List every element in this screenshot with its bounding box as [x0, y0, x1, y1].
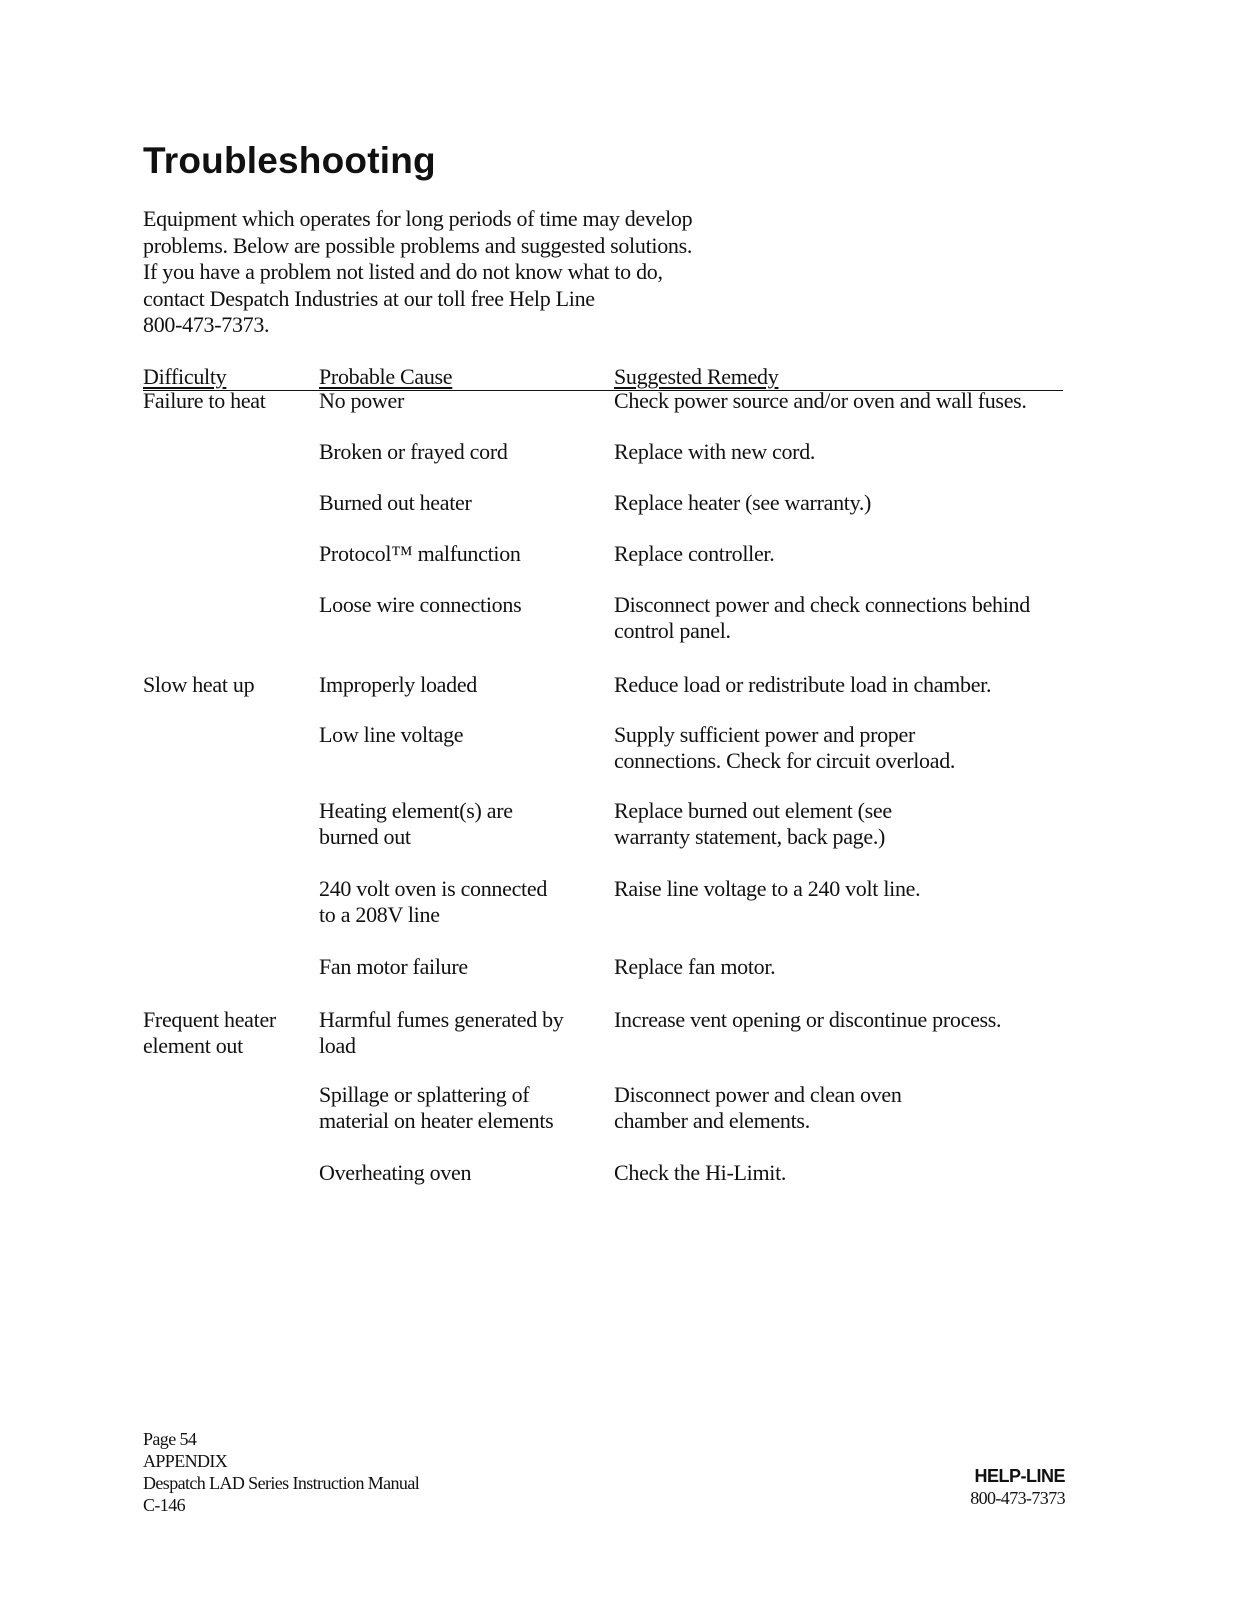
cause-cell: 240 volt oven is connected to a 208V line — [319, 876, 548, 927]
cause-cell: Burned out heater — [319, 490, 472, 515]
remedy-cell: Supply sufficient power and proper connections. Check for circuit overload. — [614, 722, 956, 773]
remedy-cell: Disconnect power and check connections behind control panel. — [614, 592, 1030, 643]
remedy-cell: Replace controller. — [614, 541, 775, 566]
cause-cell: Harmful fumes generated by load — [319, 1007, 564, 1058]
difficulty-cell: Failure to heat — [143, 388, 266, 413]
remedy-cell: Reduce load or redistribute load in chamber. — [614, 672, 992, 697]
header-difficulty: Difficulty — [143, 364, 227, 389]
footer-helpline — [970, 1465, 1065, 1509]
cause-cell: Heating element(s) are burned out — [319, 798, 513, 849]
intro-line: If you have a problem not listed and do not know what to do, — [143, 259, 663, 284]
cause-cell: Loose wire connections — [319, 592, 522, 617]
remedy-cell: Check the Hi-Limit. — [614, 1160, 787, 1185]
header-probable-cause: Probable Cause — [319, 364, 453, 389]
remedy-cell: Check power source and/or oven and wall fuses. — [614, 388, 1027, 413]
footer-document-info — [143, 1428, 419, 1516]
cause-cell: Spillage or splattering of material on heater elements — [319, 1082, 554, 1133]
remedy-cell: Replace heater (see warranty.) — [614, 490, 872, 515]
cause-cell: Fan motor failure — [319, 954, 468, 979]
helpline-phone: 800-473-7373 — [970, 1488, 1065, 1508]
cause-cell: Overheating oven — [319, 1160, 472, 1185]
page-title: Troubleshooting — [143, 140, 436, 181]
intro-line: problems. Below are possible problems and suggested solutions. — [143, 232, 693, 258]
intro-line: 800-473-7373. — [143, 312, 270, 337]
remedy-cell: Disconnect power and clean oven chamber and elements. — [614, 1082, 902, 1133]
intro-line: Equipment which operates for long periods of time may develop — [143, 206, 693, 231]
helpline-title: HELP-LINE — [974, 1466, 1065, 1486]
difficulty-cell: Slow heat up — [143, 672, 255, 697]
difficulty-cell: Frequent heater element out — [143, 1007, 276, 1058]
page-number: Page 54 — [143, 1429, 197, 1449]
remedy-cell: Replace burned out element (see warranty statement, back page.) — [614, 798, 892, 849]
cause-cell: Broken or frayed cord — [319, 439, 508, 464]
troubleshooting-table-header — [143, 364, 1063, 391]
manual-title: Despatch LAD Series Instruction Manual — [143, 1473, 420, 1493]
remedy-cell: Raise line voltage to a 240 volt line. — [614, 876, 921, 901]
document-code: C-146 — [143, 1495, 186, 1515]
header-suggested-remedy: Suggested Remedy — [614, 364, 779, 389]
cause-cell: Protocol™ malfunction — [319, 541, 521, 566]
cause-cell: No power — [319, 388, 404, 413]
cause-cell: Low line voltage — [319, 722, 464, 747]
cause-cell: Improperly loaded — [319, 672, 478, 697]
intro-line: contact Despatch Industries at our toll free Help Line — [143, 285, 595, 311]
remedy-cell: Increase vent opening or discontinue process. — [614, 1007, 1002, 1032]
remedy-cell: Replace fan motor. — [614, 954, 776, 979]
intro-paragraph — [143, 206, 743, 339]
remedy-cell: Replace with new cord. — [614, 439, 816, 464]
section-name: APPENDIX — [143, 1451, 228, 1471]
